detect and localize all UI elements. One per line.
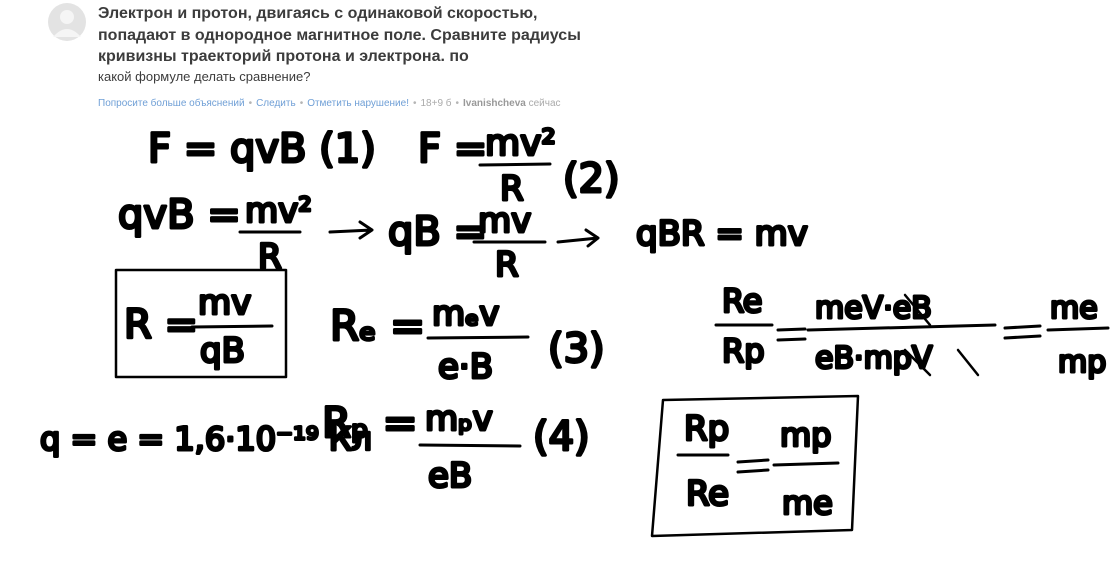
ratio-left-num: Re xyxy=(722,282,763,320)
eq-equate-den: R xyxy=(258,237,282,277)
arrow-right xyxy=(558,230,598,246)
separator-dot: • xyxy=(455,98,460,109)
question-subtitle: какой формуле делать сравнение? xyxy=(98,68,311,84)
user-avatar[interactable] xyxy=(48,3,86,41)
equals-sign xyxy=(778,329,805,340)
fraction-line xyxy=(428,337,528,338)
equals-sign xyxy=(738,460,768,472)
ask-more-link[interactable]: Попросите больше объяснений xyxy=(98,98,245,109)
separator-dot: • xyxy=(248,98,253,109)
answer-right-num: mp xyxy=(780,416,832,454)
points-badge: 18+9 б xyxy=(420,98,452,109)
eq-product: qBR = mv xyxy=(636,214,808,254)
arrow-right xyxy=(330,222,372,238)
avatar-placeholder-icon xyxy=(48,3,86,41)
box-radius-num: mv xyxy=(198,283,252,323)
fraction-line xyxy=(774,463,838,465)
report-link[interactable]: Отметить нарушение! xyxy=(307,98,409,109)
solution-canvas xyxy=(0,112,1119,564)
answer-left-den: Re xyxy=(686,474,730,514)
fraction-line xyxy=(480,164,550,165)
question-meta-bar xyxy=(98,98,561,109)
eq-radius-proton-den: eB xyxy=(428,456,473,496)
handwritten-solution xyxy=(0,112,1119,564)
ratio-left-den: Rp xyxy=(722,332,765,370)
eq-equate-lhs: qvB = xyxy=(118,192,241,238)
eq-force-lorentz: F = qvB (1) xyxy=(148,126,376,172)
eq-radius-proton-lhs: Rₚ = xyxy=(322,398,418,447)
box-radius-den: qB xyxy=(200,331,245,371)
ratio-middle-num: meV·eB xyxy=(815,291,932,326)
eq-force-centripetal-den: R xyxy=(500,169,524,209)
equals-sign xyxy=(1005,326,1040,338)
eq-radius-electron-lhs: Rₑ = xyxy=(330,301,426,350)
eq-radius-electron-num: mₑv xyxy=(432,294,500,334)
eq-reduced-lhs: qB = xyxy=(388,209,488,255)
eq-force-centripetal-num: mv² xyxy=(485,123,556,164)
eq-radius-electron-den: e·B xyxy=(438,347,494,387)
answer-left-num: Rp xyxy=(684,409,730,449)
answer-right-den: me xyxy=(782,484,833,522)
eq-charge-value: q = e = 1,6·10⁻¹⁹ Кл xyxy=(40,420,372,458)
fraction-line xyxy=(420,445,520,446)
eq-force-centripetal-lhs: F = xyxy=(418,126,488,172)
post-time: сейчас xyxy=(528,98,561,109)
ratio-right-num: me xyxy=(1050,291,1098,326)
eq-equate-num: mv² xyxy=(245,191,312,231)
separator-dot: • xyxy=(299,98,304,109)
ratio-right-den: mp xyxy=(1058,345,1107,380)
eq-reduced-den: R xyxy=(495,245,519,285)
question-title: Электрон и протон, двигаясь с одинаковой скоростью, попадают в однородное магнитное поле. Сравните радиусы кривизны траекторий протона и электрона. по xyxy=(98,5,581,65)
ratio-middle-den: eB·mpV xyxy=(815,341,933,376)
eq-radius-proton-num: mₚv xyxy=(425,399,493,439)
eq-tag-2: (2) xyxy=(563,156,620,202)
question-block xyxy=(98,3,618,85)
follow-link[interactable]: Следить xyxy=(256,98,296,109)
box-radius-lhs: R = xyxy=(124,302,199,348)
eq-tag-4: (4) xyxy=(533,414,590,460)
eq-tag-3: (3) xyxy=(548,326,605,372)
handwriting-strokes xyxy=(40,123,1108,536)
fraction-line xyxy=(1048,328,1108,330)
eq-reduced-num: mv xyxy=(478,201,532,241)
author-name[interactable]: Ivanishcheva xyxy=(463,98,526,109)
separator-dot: • xyxy=(412,98,417,109)
fraction-line xyxy=(192,326,272,327)
